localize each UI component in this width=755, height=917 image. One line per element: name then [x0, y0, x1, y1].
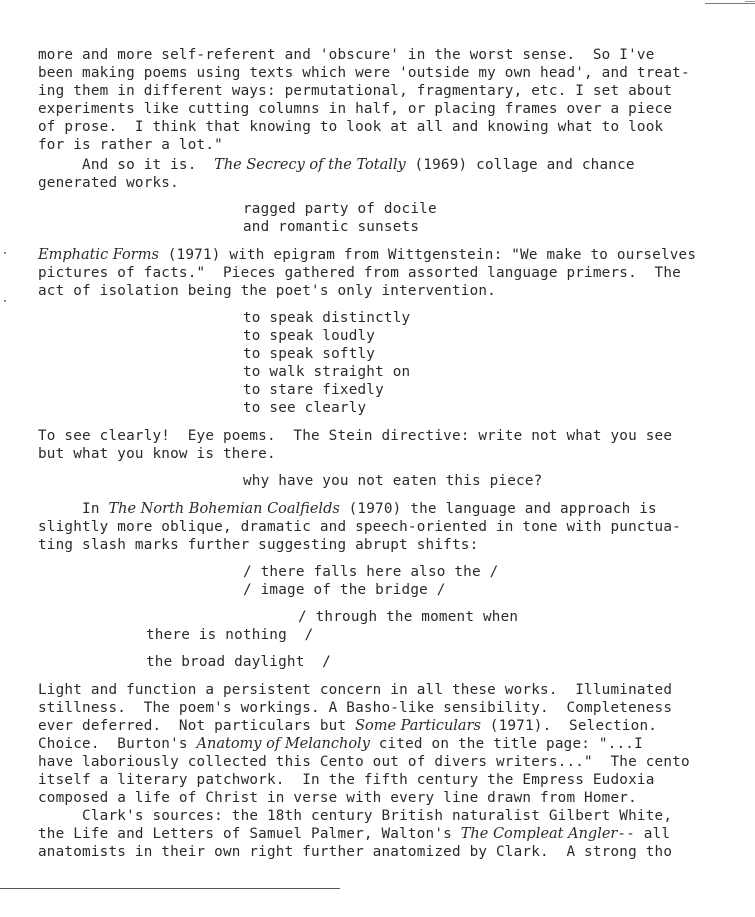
text-run: but what you know is there.	[38, 446, 276, 462]
text-line	[38, 100, 672, 118]
text-run: anatomists in their own right further anatomized by Clark. A strong tho	[38, 844, 673, 860]
top-right-rule-edge	[745, 1, 755, 2]
text-run: why have you not eaten this piece?	[243, 473, 543, 489]
text-line	[38, 753, 690, 771]
text-line	[38, 825, 670, 843]
text-line	[38, 699, 672, 717]
text-line	[38, 518, 681, 536]
text-line	[38, 282, 496, 300]
text-line	[243, 399, 366, 417]
text-run: the broad daylight /	[146, 654, 331, 670]
margin-mark	[4, 300, 6, 302]
text-run: / there falls here also the /	[243, 564, 499, 580]
text-run: In	[38, 501, 109, 517]
text-run: (1969) collage and chance	[405, 157, 635, 173]
text-run: there is nothing /	[146, 627, 314, 643]
text-line	[38, 500, 657, 518]
text-run: itself a literary patchwork. In the fifth century the Empress Eudoxia	[38, 772, 655, 788]
text-line	[38, 807, 672, 825]
text-line	[38, 771, 655, 789]
margin-mark	[4, 252, 6, 254]
text-run: pictures of facts." Pieces gathered from assorted language primers. The	[38, 265, 681, 281]
text-line	[38, 681, 672, 699]
text-run: been making poems using texts which were 'outside my own head', and treat-	[38, 65, 690, 81]
text-line	[38, 445, 276, 463]
text-run: ragged party of docile	[243, 201, 437, 217]
text-line	[38, 118, 663, 136]
text-line	[38, 264, 681, 282]
text-run: Light and function a persistent concern in all these works. Illuminated	[38, 682, 673, 698]
text-run: To see clearly! Eye poems. The Stein directive: write not what you see	[38, 428, 673, 444]
text-line	[243, 363, 410, 381]
text-run: for is rather a lot."	[38, 137, 223, 153]
title-italic: The North Bohemian Coalfields	[108, 501, 340, 517]
text-run: (1971). Selection.	[480, 718, 658, 734]
text-run: ing them in different ways: permutational, fragmentary, etc. I set about	[38, 83, 673, 99]
text-line	[243, 327, 375, 345]
text-line	[243, 381, 384, 399]
text-run: (1970) the language and approach is	[339, 501, 657, 517]
text-line	[38, 246, 696, 264]
text-run: / through the moment when	[298, 609, 519, 625]
text-line	[38, 536, 478, 554]
bottom-rule	[0, 888, 340, 889]
text-line	[243, 218, 419, 236]
text-run: ever deferred. Not particulars but	[38, 718, 356, 734]
text-run: Choice. Burton's	[38, 736, 197, 752]
text-line	[146, 626, 313, 644]
text-run: ting slash marks further suggesting abrupt shifts:	[38, 537, 479, 553]
text-line	[243, 581, 446, 599]
title-italic: The Secrecy of the Totally	[214, 157, 406, 173]
text-run: to walk straight on	[243, 364, 411, 380]
text-run: slightly more oblique, dramatic and speech-oriented in tone with punctua-	[38, 519, 681, 535]
text-run: And so it is.	[38, 157, 215, 173]
text-line	[243, 345, 375, 363]
text-run: stillness. The poem's workings. A Basho-like sensibility. Completeness	[38, 700, 673, 716]
text-line	[38, 789, 637, 807]
text-line	[38, 174, 179, 192]
text-line	[38, 843, 672, 861]
text-line	[146, 653, 331, 671]
title-italic: Emphatic Forms	[38, 247, 159, 263]
text-line	[38, 735, 643, 753]
title-italic: The Compleat Angler	[460, 826, 618, 842]
text-run: and romantic sunsets	[243, 219, 420, 235]
text-run: to see clearly	[243, 400, 367, 416]
title-italic: Some Particulars	[355, 718, 481, 734]
text-run: composed a life of Christ in verse with every line drawn from Homer.	[38, 790, 637, 806]
top-right-rule	[705, 3, 755, 4]
text-line	[243, 200, 437, 218]
text-run: to speak softly	[243, 346, 376, 362]
text-run: / image of the bridge /	[243, 582, 446, 598]
title-italic: Anatomy of Melancholy	[196, 736, 370, 752]
text-run: more and more self-referent and 'obscure' in the worst sense. So I've	[38, 47, 655, 63]
text-run: generated works.	[38, 175, 179, 191]
text-run: to stare fixedly	[243, 382, 384, 398]
text-line	[38, 156, 635, 174]
text-run: to speak loudly	[243, 328, 376, 344]
text-run: (1971) with epigram from Wittgenstein: "We make to ourselves	[158, 247, 697, 263]
text-run: act of isolation being the poet's only intervention.	[38, 283, 496, 299]
text-run: have laboriously collected this Cento out of divers writers..." The cento	[38, 754, 690, 770]
text-line	[38, 82, 672, 100]
text-run: experiments like cutting columns in half, or placing frames over a piece	[38, 101, 673, 117]
text-run: cited on the title page: "...I	[369, 736, 643, 752]
text-line	[38, 717, 657, 735]
text-run: the Life and Letters of Samuel Palmer, Walton's	[38, 826, 461, 842]
text-line	[243, 309, 410, 327]
text-line	[243, 472, 542, 490]
text-run: Clark's sources: the 18th century British naturalist Gilbert White,	[38, 808, 673, 824]
text-line	[38, 46, 655, 64]
text-line	[38, 64, 690, 82]
text-line	[298, 608, 518, 626]
text-run: -- all	[617, 826, 671, 842]
text-line	[38, 427, 672, 445]
text-line	[38, 136, 223, 154]
text-run: of prose. I think that knowing to look at all and knowing what to look	[38, 119, 664, 135]
text-line	[243, 563, 498, 581]
text-run: to speak distinctly	[243, 310, 411, 326]
